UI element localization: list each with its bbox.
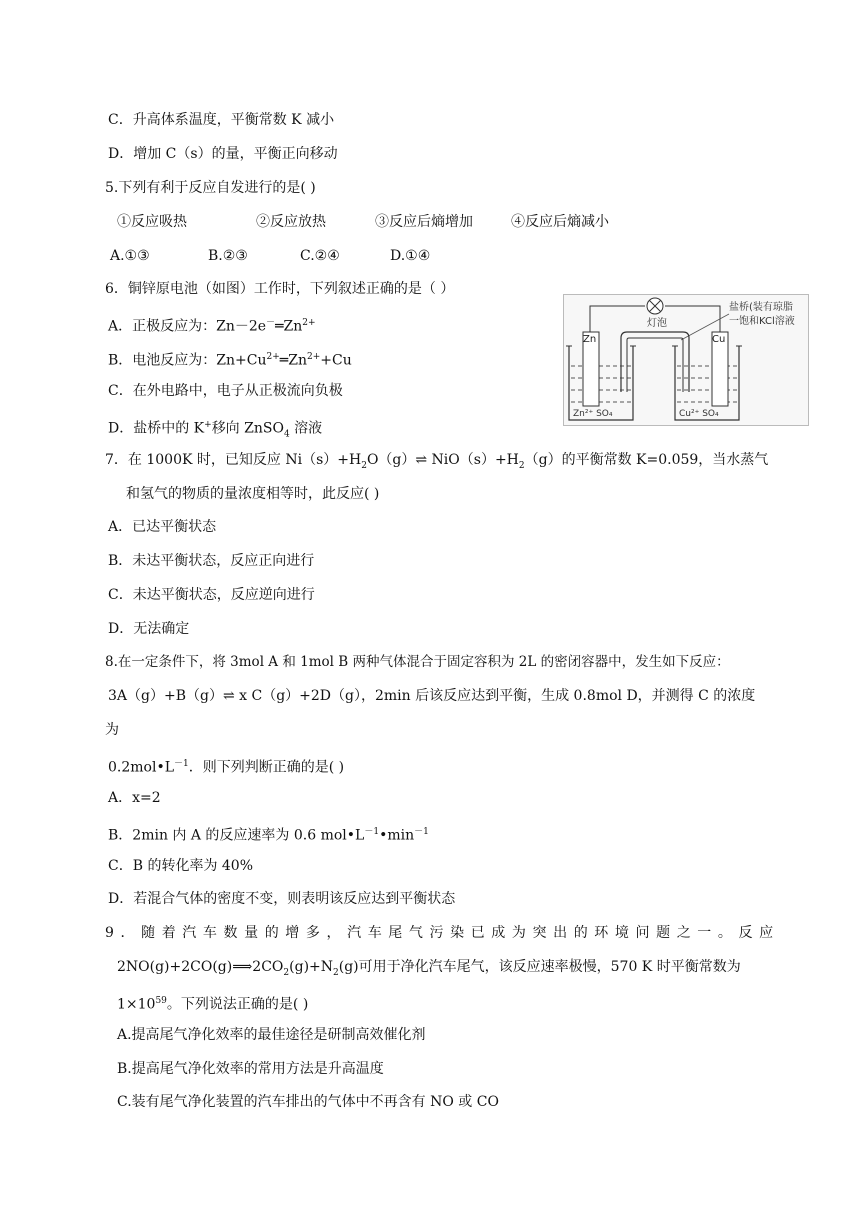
q6-option-d: D．盐桥中的 K+移向 ZnSO$_4$ 溶液 (108, 420, 323, 440)
q5-stem: 5.下列有利于反应自发进行的是( ) (105, 180, 316, 196)
q5-condition-4: ④反应后熵减小 (511, 214, 609, 230)
q8-stem-line-4: $0.2mol•L^{-1}$．则下列判断正确的是( ) (108, 759, 345, 776)
q7-option-c: C．未达平衡状态，反应逆向进行 (108, 587, 315, 603)
copper-label: Cu (712, 334, 726, 345)
q8-option-a: A．x=2 (108, 790, 161, 806)
q6-stem: 6．铜锌原电池（如图）工作时，下列叙述正确的是（ ） (105, 281, 455, 297)
bulb-label: 灯泡 (647, 318, 667, 329)
galvanic-cell-figure (563, 294, 809, 426)
q5-condition-1: ①反应吸热 (117, 214, 187, 230)
q8-option-c: C．B 的转化率为 40% (108, 858, 254, 874)
q9-option-c: C.装有尾气净化装置的汽车排出的气体中不再含有 NO 或 CO (117, 1094, 499, 1110)
q5-condition-3: ③反应后熵增加 (375, 214, 473, 230)
q7-option-b: B．未达平衡状态，反应正向进行 (108, 553, 315, 569)
q5-option-d: D.①④ (390, 248, 431, 264)
bulb-icon (647, 298, 663, 314)
q4-option-d: D．增加 C（s）的量，平衡正向移动 (108, 146, 338, 162)
q7-stem-line-2: 和氢气的物质的量浓度相等时，此反应( ) (126, 486, 380, 502)
figure-frame (564, 295, 809, 426)
q9-stem-line-3: $1\times 10^{59}$。下列说法正确的是( ) (117, 996, 309, 1013)
galvanic-cell-diagram (563, 294, 809, 426)
left-ions-label: Zn²⁺ SO₄ (573, 409, 613, 419)
q7-option-d: D．无法确定 (108, 621, 190, 637)
right-ions-label: Cu²⁺ SO₄ (679, 409, 719, 419)
q5-option-a: A.①③ (110, 248, 150, 264)
q7-stem-line-1: 7．在 1000K 时，已知反应 $Ni(s)+H_2O(g)\rightleftharpoons$ $NiO(s)+H_2(g)$的平衡常数 K=0.059，当水蒸气 (105, 452, 769, 471)
q9-stem-line-2: $2NO(g)+2CO(g)⟹2CO_2(g)+N_2(g)$可用于净化汽车尾气，该反应速率极慢，570 K 时平衡常数为 (117, 959, 741, 978)
salt-bridge-label-1: 盐桥(装有琼脂 (729, 302, 793, 313)
q9-option-a: A.提高尾气净化效率的最佳途径是研制高效催化剂 (117, 1027, 426, 1043)
q5-option-b: B.②③ (208, 248, 248, 264)
q8-option-d: D．若混合气体的密度不变，则表明该反应达到平衡状态 (108, 891, 456, 907)
q5-option-c: C.②④ (300, 248, 340, 264)
q6-option-c: C．在外电路中，电子从正极流向负极 (108, 383, 343, 399)
q8-stem-line-1: 8.在一定条件下，将 3mol A 和 1mol B 两种气体混合于固定容积为 2L 的密闭容器中，发生如下反应： (105, 654, 730, 670)
q8-option-b: B．2min 内 A 的反应速率为 0.6 $mol•L^{-1}•\min^{-1}$ (108, 827, 429, 844)
q5-condition-2: ②反应放热 (256, 214, 326, 230)
q7-option-a: A．已达平衡状态 (108, 519, 217, 535)
q6-option-a: A．正极反应为：$Zn-2e^-═Zn^{2+}$ (108, 318, 316, 335)
q4-option-c: C．升高体系温度，平衡常数 K 减小 (108, 112, 335, 128)
q9-stem-line-1: 9．随着汽车数量的增多，汽车尾气污染已成为突出的环境问题之一。反应 (105, 925, 780, 941)
q9-option-b: B.提高尾气净化效率的常用方法是升高温度 (117, 1061, 384, 1077)
q8-stem-line-3: 为 (105, 722, 119, 738)
q6-option-b: B．电池反应为：$Zn+Cu^{2+}═Zn^{2+}+Cu$ (108, 352, 352, 369)
zinc-label: Zn (583, 334, 597, 345)
salt-bridge-label-2: 一饱和KCl溶液 (729, 316, 795, 327)
q8-stem-line-2: 3A（g）+B（g）⇌ x C（g）+2D（g），2min 后该反应达到平衡，生成 0.8mol D，并测得 C 的浓度 (108, 688, 756, 704)
